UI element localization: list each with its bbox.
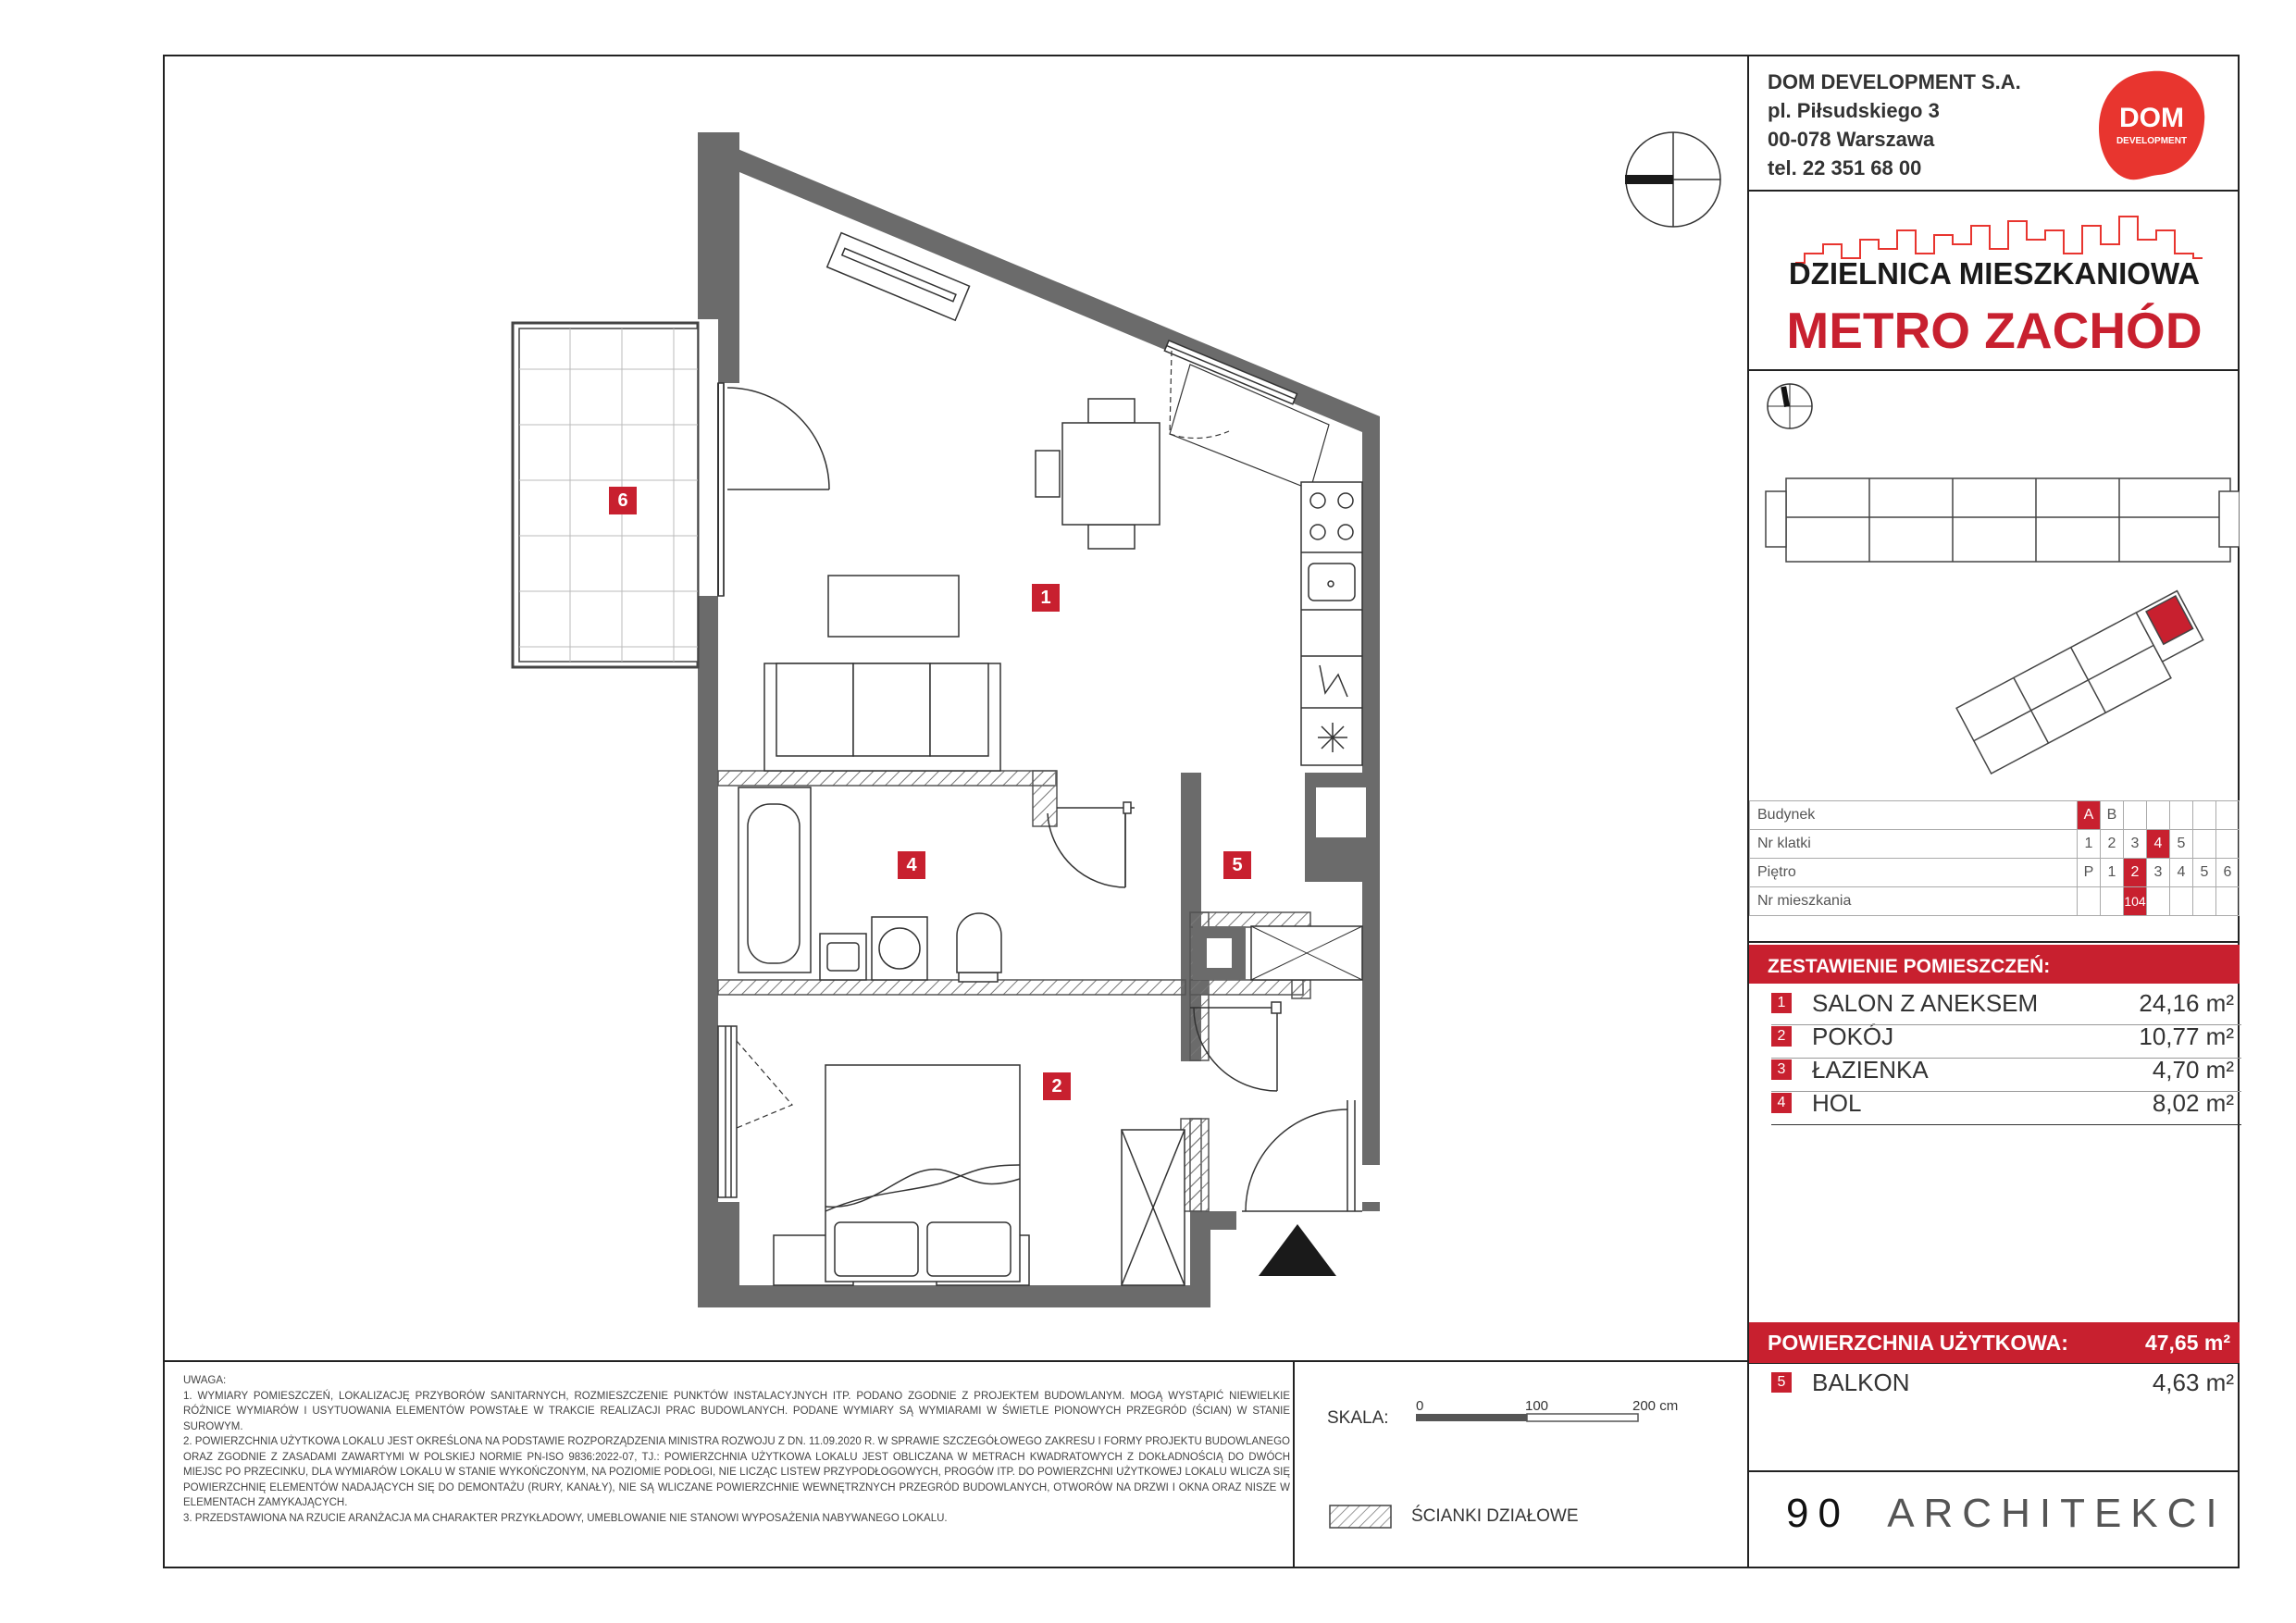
building-option-b: B [2101, 801, 2124, 830]
company-info [1768, 68, 2021, 182]
stair-label: Nr klatki [1750, 830, 2078, 859]
room-name: HOL [1812, 1089, 1862, 1117]
apt-number: 104 [2124, 887, 2147, 916]
floor-option: P [2078, 859, 2101, 887]
room-num: 3 [1771, 1059, 1792, 1080]
room-name: ŁAZIENKA [1812, 1056, 1929, 1084]
entrance-door [1242, 1100, 1362, 1211]
logo-text-2: DEVELOPMENT [2116, 136, 2188, 146]
compass-icon [1625, 132, 1720, 227]
partition-wall [718, 771, 1056, 786]
room-area: 4,70 m² [2152, 1056, 2234, 1084]
floor-option: 1 [2101, 859, 2124, 887]
balcony-name: BALKON [1812, 1369, 1910, 1396]
scale-tick-0: 0 [1416, 1398, 1424, 1414]
floor-option: 5 [2193, 859, 2216, 887]
room-row-3 [1771, 1054, 2234, 1085]
building-label: Budynek [1750, 801, 2078, 830]
company-address2: 00-078 Warszawa [1768, 128, 1935, 151]
floor-option: 4 [2170, 859, 2193, 887]
plan-label-1: 1 [1032, 584, 1060, 612]
scale-tick-200: 200 cm [1632, 1398, 1679, 1414]
company-address1: pl. Piłsudskiego 3 [1768, 99, 1940, 122]
bathroom-fixtures [738, 787, 1001, 982]
scale-label: SKALA: [1327, 1408, 1389, 1428]
notes-divider [163, 1360, 1747, 1362]
floor-option: 6 [2216, 859, 2240, 887]
notes-title: UWAGA: [183, 1375, 227, 1386]
balcony-area: 4,63 m² [2152, 1369, 2234, 1396]
floor-plan [163, 55, 1747, 1369]
entrance-arrow [1259, 1224, 1336, 1276]
company-phone: tel. 22 351 68 00 [1768, 156, 1922, 180]
floor-label: Piętro [1750, 859, 2078, 887]
project-line2: METRO ZACHÓD [1786, 302, 2203, 359]
balcony-num: 5 [1771, 1372, 1792, 1393]
notes [183, 1373, 1290, 1526]
floor-option: 3 [2147, 859, 2170, 887]
apartment-info-table [1749, 800, 2240, 916]
room-name: SALON Z ANEKSEM [1812, 989, 2039, 1017]
balcony [513, 323, 698, 667]
room-num: 1 [1771, 993, 1792, 1013]
rooms-header: ZESTAWIENIE POMIESZCZEŃ: [1749, 945, 2240, 984]
usable-area-value: 47,65 m² [2144, 1331, 2230, 1355]
balcony-row [1771, 1367, 2234, 1398]
wall-legend-label: ŚCIANKI DZIAŁOWE [1411, 1506, 1579, 1526]
usable-area-bar [1749, 1322, 2240, 1363]
dining-table [1036, 399, 1160, 549]
usable-area-label: POWIERZCHNIA UŻYTKOWA: [1768, 1331, 2068, 1355]
room-row-2 [1771, 1021, 2234, 1052]
kitchen-counter [1301, 482, 1362, 765]
plan-label-5: 5 [1223, 851, 1251, 879]
room-num: 4 [1771, 1093, 1792, 1113]
architect-logo [1786, 1491, 2227, 1537]
room-area: 24,16 m² [2139, 989, 2234, 1017]
logo-text-1: DOM [2119, 103, 2184, 133]
room-name: POKÓJ [1812, 1022, 1894, 1050]
window-2 [1164, 341, 1297, 404]
sofa [764, 663, 1000, 771]
plan-label-4: 4 [898, 851, 925, 879]
room-row-1 [1771, 987, 2234, 1019]
site-compass-icon [1768, 384, 1812, 428]
stair-option: 3 [2124, 830, 2147, 859]
room-area: 8,02 m² [2152, 1089, 2234, 1117]
stair-option: 2 [2101, 830, 2124, 859]
dom-logo [2091, 64, 2212, 184]
company-name: DOM DEVELOPMENT S.A. [1768, 70, 2021, 93]
stair-option: 1 [2078, 830, 2101, 859]
wall-hatch-icon [1329, 1505, 1394, 1530]
note-3: 3. PRZEDSTAWIONA NA RZUCIE ARANŻACJA MA CHARAKTER PRZYKŁADOWY, UMEBLOWANIE NIE STANOWI WYPOSAŻENIA NABYWANEGO LOKALU. [183, 1512, 948, 1524]
building-option-a: A [2078, 801, 2101, 830]
bathroom-door [1048, 802, 1135, 887]
bed [774, 1065, 1029, 1285]
stair-option: 5 [2170, 830, 2193, 859]
plan-label-2: 2 [1043, 1072, 1071, 1100]
note-2: 2. POWIERZCHNIA UŻYTKOWA LOKALU JEST OKREŚLONA NA PODSTAWIE ROZPORZĄDZENIA MINISTRA ROZWOJU Z DN. 11.09.2020 R. W SPRAWIE SZCZEGÓŁOWEGO ZAKRESU I FORMY PROJEKTU BUDOWLANEGO ORAZ ZGODNIE Z ZASADAMI ZAWARTYMI W POLSKIEJ NORMIE PN-ISO 9836:2022-07, TJ.: POWIERZCHNIA UŻYTKOWA LOKALU JEST OBLICZANA W METRACH KWADRATOWYCH Z DOKŁADNOŚCIĄ DO DWÓCH MIEJSC PO PRZECINKU, DLA WYMIARÓW LOKALU W STANIE WYKOŃCZONYM, NA POZIOMIE PODŁOGI, NIE LICZĄC LISTEW PRZYPODŁOGOWYCH, PROGÓW ITP. DO POWIERZCHNI UŻYTKOWEJ LOKALU WLICZA SIĘ POWIERZCHNIĘ ELEMENTÓW NADAJĄCYCH SIĘ DO DEMONTAŻU (RURY, KANAŁY), NIE SĄ WLICZANE POWIERZCHNIE WEWNĘTRZNYCH PRZEGRÓD BUDOWLANYCH, OTWORÓW NA DRZWI I OKNA ORAZ NISZE W ELEMENTACH ZAMYKAJĄCYCH. [183, 1436, 1290, 1508]
scale-tick-100: 100 [1525, 1398, 1549, 1414]
room-row-4 [1771, 1087, 2234, 1119]
apt-label: Nr mieszkania [1750, 887, 2078, 916]
stair-option-selected: 4 [2147, 830, 2170, 859]
legend-divider [1293, 1360, 1295, 1568]
architect-number: 90 [1786, 1491, 1850, 1536]
balcony-door [718, 383, 829, 596]
architect-name: ARCHITEKCI [1887, 1491, 2227, 1536]
info-panel [1747, 55, 2240, 1568]
note-1: 1. WYMIARY POMIESZCZEŃ, LOKALIZACJĘ PRZYBORÓW SANITARNYCH, ROZMIESZCZENIE PUNKTÓW INSTALACYJNYCH ITP. PODANO ZGODNIE Z PROJEKTEM BUDOWLANYM. MOGĄ WYSTĄPIĆ NIEWIELKIE RÓŻNICE WYMIARÓW I USYTUOWANIA ELEMENTÓW POWSTAŁE W TRAKCIE REALIZACJI PRAC BUDOWLANYCH. PODANE WYMIARY SĄ WYMIARAMI W ŚWIETLE PIONOWYCH PRZEGRÓD (ŚCIAN) W STANIE SUROWYM. [183, 1390, 1290, 1432]
room-area: 10,77 m² [2139, 1022, 2234, 1050]
plan-label-6: 6 [609, 487, 637, 514]
coffee-table [828, 576, 959, 637]
bedroom-window [718, 1026, 737, 1197]
wardrobe [1122, 1130, 1185, 1285]
project-line1: DZIELNICA MIESZKANIOWA [1788, 256, 2201, 291]
room-num: 2 [1771, 1026, 1792, 1047]
floor-option-selected: 2 [2124, 859, 2147, 887]
site-plan [1758, 378, 2240, 800]
